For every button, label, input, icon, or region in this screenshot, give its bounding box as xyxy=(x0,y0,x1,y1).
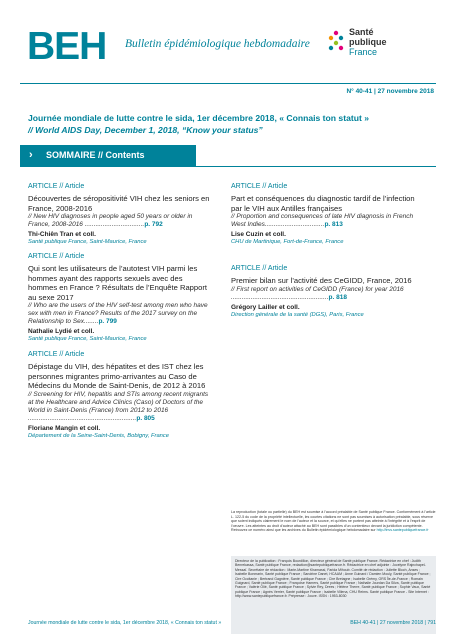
article-label: ARTICLE // Article xyxy=(28,183,85,190)
article-label: ARTICLE // Article xyxy=(28,253,85,260)
archive-link[interactable]: http://invs.santepubliquefrance.fr xyxy=(376,528,429,533)
partner-line-2: publique xyxy=(349,37,387,47)
article-affiliation: Département de la Seine-Saint-Denis, Bobigny, France xyxy=(28,432,170,439)
publication-subtitle: Bulletin épidémiologique hebdomadaire xyxy=(125,38,310,50)
article-label: ARTICLE // Article xyxy=(231,265,288,272)
article-author: Nathalie Lydié et coll. xyxy=(28,328,95,335)
article-entry[interactable] xyxy=(231,264,415,319)
article-author: Thi-Chiên Tran et coll. xyxy=(28,231,96,238)
article-affiliation: Santé publique France, Saint-Maurice, France xyxy=(28,239,147,245)
article-page[interactable]: p. 818 xyxy=(328,293,347,301)
article-label: ARTICLE // Article xyxy=(231,183,288,190)
article-affiliation: CHU de Martinique, Fort-de-France, France xyxy=(231,239,344,245)
partner-line-1: Santé xyxy=(349,27,374,37)
headline-en: // World AIDS Day, December 1, 2018, “Know your status” xyxy=(28,125,263,135)
article-subtitle-en: // Proportion and consequences of late HIV diagnosis in French West Indies................................. xyxy=(231,213,414,228)
article-subtitle-en: // First report on activities of CeGIDD (France) for year 2016 ...................................................... xyxy=(231,285,404,301)
article-author: Grégory Lailler et coll. xyxy=(231,303,300,311)
sommaire-rule xyxy=(196,166,436,167)
article-entry[interactable] xyxy=(28,252,212,343)
footer-title: Journée mondiale de lutte contre le sida, 1er décembre 2018, « Connais ton statut » xyxy=(28,620,222,626)
beh-logo: BEH xyxy=(27,25,107,68)
article-entry[interactable] xyxy=(231,182,415,246)
article-title: Découvertes de séropositivité VIH chez les seniors en France, 2008-2016 xyxy=(28,194,210,213)
article-title: Premier bilan sur l’activité des CeGIDD, France, 2016 xyxy=(231,276,412,285)
footer-issue-page: BEH 40-41 | 27 novembre 2018 | 791 xyxy=(350,620,436,626)
article-affiliation: Direction générale de la santé (DGS), Paris, France xyxy=(231,311,364,318)
article-page[interactable]: p. 792 xyxy=(144,221,163,228)
sommaire-banner xyxy=(20,145,436,167)
article-page[interactable]: p. 813 xyxy=(324,221,343,228)
article-entry[interactable] xyxy=(28,182,212,246)
issue-headline xyxy=(28,112,428,136)
sante-publique-mark-icon xyxy=(327,29,345,59)
sommaire-label: SOMMAIRE // Contents xyxy=(46,150,145,160)
article-subtitle-en: // Screening for HIV, hepatitis and STIs among recent migrants at the Healthcare and Advice Clinics (Caso) of Doctors of the World in Saint-Denis (France) from 2012 to 2016 ............................................................ xyxy=(28,390,209,422)
credits-text: Directeur de la publication : François Bourdillon, directeur général de Santé publique France. Rédactrice en chef : Judith Benrekassa, Santé publique France, redaction@santepubliquefrance.fr. Rédactrice en chef adjointe : Jocelyne Rajnchapel-Messaï. Secrétaire de rédaction : Marie-Martine Khamassi, Farida Mihoub. Comité de rédaction : Juliette Bloch, Anses ; Isabelle Bonmarin, Santé publique France ; Sandrine Danet, HCAAM ; Anne Guinard / Damien Mouly, Santé publique France ; Cire Occitanie ; Bertrand Gagnière, Santé publique France ; Cire Bretagne ; Isabelle Grémy, ORS Île-de-France ; Romain Guignard, Santé publique France ; Françoise Hamers, Santé publique France ; Nathalie Jourdan Da Silva, Santé publique France ; Valérie Olié, Santé publique France ; Sylvie Rey, Drees ; Hélène Therre, Santé publique France ; Sophie Vaux, Santé publique France ; Agnès Verrier, Santé publique France ; Isabelle Villena, CHU Reims. Santé publique France - Site Internet : http://www.santepubliquefrance.fr. Prépresse : Jouve. ISSN : 1953-8030 xyxy=(235,559,431,599)
masthead xyxy=(0,0,454,80)
article-title: Dépistage du VIH, des hépatites et des IST chez les personnes migrantes primo-arrivantes au Caso de Médecins du Monde de Saint-Denis, de 2012 à 2016 xyxy=(28,362,206,390)
article-page[interactable]: p. 805 xyxy=(136,414,155,422)
article-subtitle-en: // Who are the users of the HIV self-test among men who have sex with men in France? Results of the 2017 survey on the Relationship to Sex........ xyxy=(28,302,208,325)
issue-number: N° 40-41 | 27 novembre 2018 xyxy=(346,88,434,95)
article-title: Part et conséquences du diagnostic tardif de l’infection par le VIH aux Antilles françaises xyxy=(231,194,415,213)
headline-fr: Journée mondiale de lutte contre le sida, 1er décembre 2018, « Connais ton statut » xyxy=(28,113,369,123)
top-divider xyxy=(20,83,436,84)
partner-line-3: France xyxy=(349,47,378,57)
article-subtitle-en: // New HIV diagnoses in people aged 50 years or older in France, 2008-2016 ................................. xyxy=(28,213,193,228)
article-affiliation: Santé publique France, Saint-Maurice, France xyxy=(28,336,147,342)
article-label: ARTICLE // Article xyxy=(28,351,85,358)
legal-text: La reproduction (totale ou partielle) du BEH est soumise à l’accord préalable de Santé publique France. Conformément à l’article L. 122-5 du code de la propriété intellectuelle, les courtes citations ne sont pas soumises à autorisation préalable, sous réserve que soient indiqués clairement le nom de l’auteur et la source, et qu’elles ne portent pas atteinte à l’intégrité et à l’esprit de l’oeuvre. Les atteintes au droit d’auteur attaché au BEH sont passibles d’un contentieux devant la juridiction compétente. Retrouvez ce numéro ainsi que les archives du Bulletin épidémiologique hebdomadaire sur xyxy=(231,510,436,533)
legal-notice xyxy=(231,510,436,533)
article-author: Floriane Mangin et coll. xyxy=(28,424,101,432)
article-title: Qui sont les utilisateurs de l’autotest VIH parmi les hommes ayant des rapports sexuels avec des hommes en France ? Résultats de l’Enquête Rapport au sexe 2017 xyxy=(28,264,207,302)
sante-publique-france-logo xyxy=(327,27,437,67)
article-entry[interactable] xyxy=(28,350,212,440)
article-page[interactable]: p. 799 xyxy=(98,318,117,325)
article-author: Lise Cuzin et coll. xyxy=(231,231,286,238)
chevron-right-icon: › xyxy=(29,149,33,161)
